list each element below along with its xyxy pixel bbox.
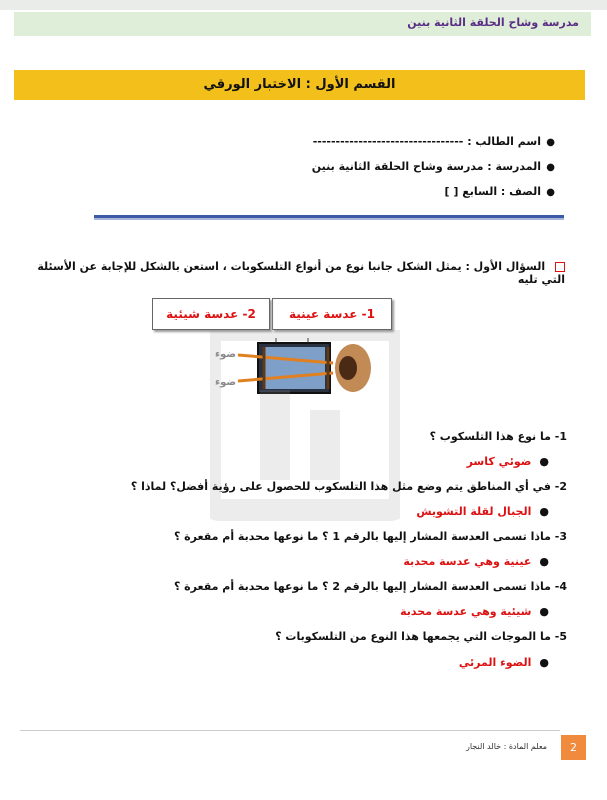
bullet-icon: ● bbox=[546, 162, 555, 173]
answer-3: ●عينية وهي عدسة محدبة bbox=[403, 555, 549, 568]
question-3: 3- ماذا تسمى العدسة المشار إليها بالرقم 1 ؟ ما نوعها محدبة أم مقعرة ؟ bbox=[173, 530, 567, 543]
school-banner bbox=[14, 12, 591, 36]
label-eyepiece-lens: 1- عدسة عينية bbox=[272, 298, 392, 330]
light-label-1: ضوء bbox=[214, 349, 236, 360]
question-4: 4- ماذا تسمى العدسة المشار إليها بالرقم 2 ؟ ما نوعها محدبة أم مقعرة ؟ bbox=[173, 580, 567, 593]
bullet-icon: ● bbox=[539, 656, 549, 669]
bullet-icon: ● bbox=[539, 455, 549, 468]
answer-4: ●شيئية وهي عدسة محدبة bbox=[400, 605, 549, 618]
bullet-icon: ● bbox=[546, 187, 555, 198]
bullet-icon: ● bbox=[539, 555, 549, 568]
student-info-list bbox=[55, 135, 555, 210]
section-title: القسم الأول : الاختبار الورقي bbox=[14, 70, 585, 100]
answer-5: ●الضوء المرئي bbox=[458, 656, 549, 669]
question-1: 1- ما نوع هذا التلسكوب ؟ bbox=[429, 430, 567, 443]
school-text: المدرسة : مدرسة وشاح الحلقة الثانية بنين bbox=[311, 160, 541, 173]
page-number-badge: 2 bbox=[561, 735, 586, 760]
light-label-2: ضوء bbox=[214, 377, 236, 388]
checkbox-square-icon bbox=[555, 262, 565, 272]
answer-2: ●الجبال لقلة التشويش bbox=[416, 505, 549, 518]
student-name-text: اسم الطالب : --------------------------------- bbox=[312, 135, 541, 148]
top-strip bbox=[0, 0, 607, 10]
info-student-name bbox=[55, 135, 555, 160]
divider-shadow bbox=[94, 218, 564, 220]
bullet-icon: ● bbox=[539, 605, 549, 618]
bullet-icon: ● bbox=[546, 137, 555, 148]
answer-1: ●ضوئي كاسر bbox=[466, 455, 549, 468]
info-grade bbox=[55, 185, 555, 210]
teacher-name: معلم المادة : خالد النجار bbox=[465, 742, 547, 751]
footer-divider bbox=[20, 730, 560, 731]
question-intro-text: السؤال الأول : يمثل الشكل جانبا نوع من أنواع التلسكوبات ، استعن بالشكل للإجابة عن الأسئلة التي تليه bbox=[37, 260, 565, 286]
school-banner-text: مدرسة وشاح الحلقة الثانية بنين bbox=[407, 16, 579, 29]
grade-text: الصف : السابع [ ] bbox=[444, 185, 541, 198]
question-2: 2- في أي المناطق يتم وضع مثل هذا التلسكوب للحصول على رؤية أفضل؟ لماذا ؟ bbox=[130, 480, 567, 493]
bullet-icon: ● bbox=[539, 505, 549, 518]
label-objective-lens: 2- عدسة شيئية bbox=[152, 298, 270, 330]
question-intro bbox=[25, 260, 565, 286]
question-5: 5- ما الموجات التي يجمعها هذا النوع من التلسكوبات ؟ bbox=[275, 630, 567, 643]
info-school bbox=[55, 160, 555, 185]
